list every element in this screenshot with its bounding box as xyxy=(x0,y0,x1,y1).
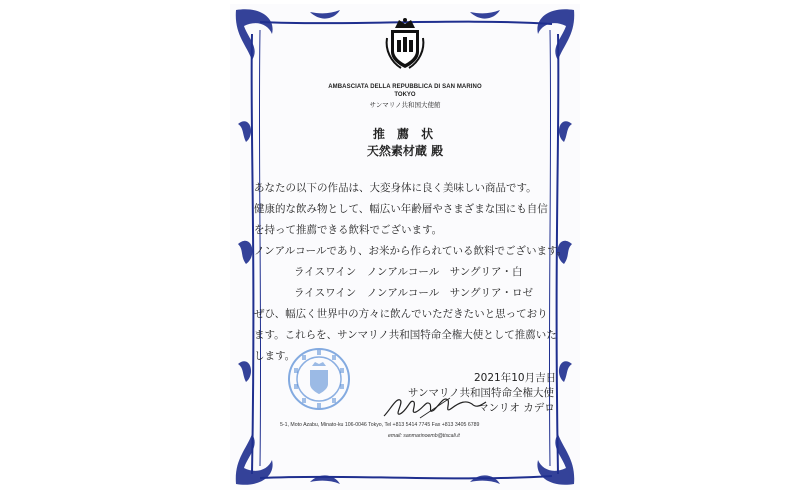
signer-name: マンリオ カデロ xyxy=(478,402,555,414)
body-line: します。 xyxy=(254,350,296,362)
san-marino-crest-icon xyxy=(383,16,427,72)
certificate-page xyxy=(230,4,580,490)
product-line: ライスワイン ノンアルコール サングリア・ロゼ xyxy=(294,287,533,299)
embassy-city: TOKYO xyxy=(394,92,416,98)
recipient: 天然素材蔵 殿 xyxy=(366,144,444,158)
embassy-email: email: sanmarinoemb@tiscali.it xyxy=(388,433,460,439)
body-line: ます。これらを、サンマリノ共和国特命全権大使として推薦いた xyxy=(254,329,557,341)
official-stamp xyxy=(286,346,352,412)
body-line: ぜひ、幅広く世界中の方々に飲んでいただきたいと思っており xyxy=(254,308,548,320)
embassy-name-japanese: サンマリノ共和国大使館 xyxy=(369,101,441,109)
document-title: 推 薦 状 xyxy=(372,127,438,141)
body-line: ノンアルコールであり、お米から作られている飲料でございます。 xyxy=(254,245,568,257)
issue-date: 2021年10月吉日 xyxy=(474,372,557,384)
body-line: を持って推薦できる飲料でございます。 xyxy=(254,224,443,236)
embassy-address: 5-1, Moto Azabu, Minato-ku 106-0046 Tokyo, Tel +813 5414 7745 Fax +813 3405 6789 xyxy=(280,422,480,428)
embassy-name-italian: AMBASCIATA DELLA REPUBBLICA DI SAN MARINO xyxy=(328,84,482,90)
handwritten-signature xyxy=(380,392,490,422)
body-line: 健康的な飲み物として、幅広い年齢層やさまざまな国にも自信 xyxy=(254,203,548,215)
signer-title: サンマリノ共和国特命全権大使 xyxy=(408,387,555,399)
body-line: あなたの以下の作品は、大変身体に良く美味しい商品です。 xyxy=(254,182,537,194)
product-line: ライスワイン ノンアルコール サングリア・白 xyxy=(294,266,523,278)
